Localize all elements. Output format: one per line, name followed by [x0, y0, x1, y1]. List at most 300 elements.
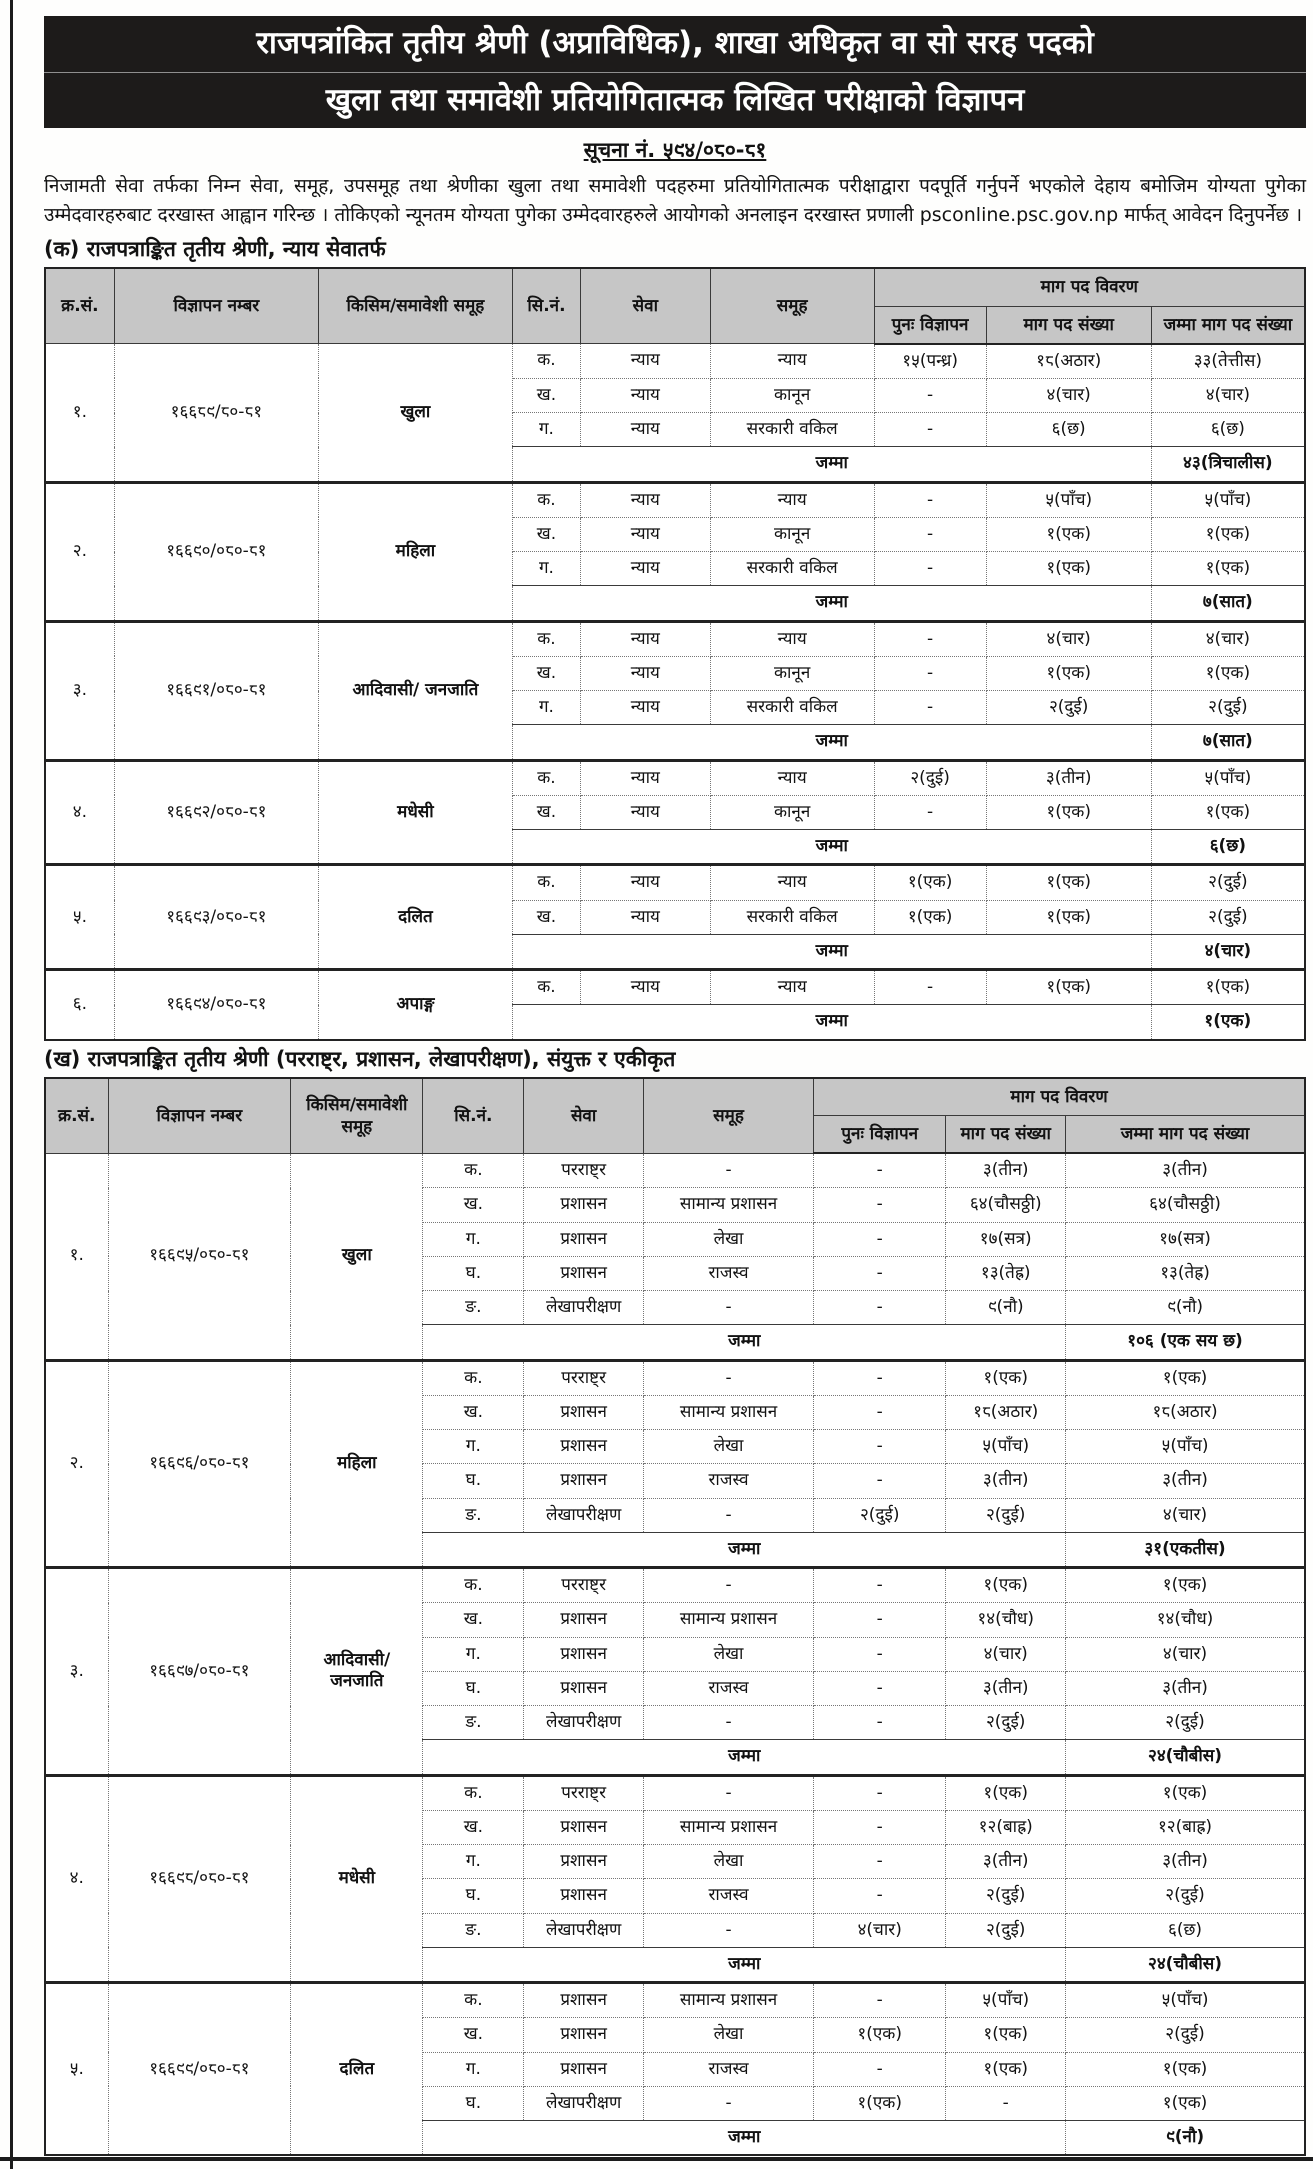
total-cell: २(दुई)	[1066, 1706, 1305, 1740]
advt-no-cell: १६६९१/०८०-८१	[114, 621, 318, 760]
sn-cell: ५.	[45, 865, 114, 970]
si-cell: ग.	[423, 1430, 524, 1464]
service-cell: प्रशासन	[524, 1810, 644, 1844]
re-advt-cell: -	[814, 1603, 946, 1637]
count-cell: १(एक)	[986, 552, 1151, 586]
total-cell: ३(तीन)	[1066, 1153, 1305, 1188]
col-re-advt-header: पुनः विज्ञापन	[874, 306, 986, 344]
service-cell: न्याय	[580, 413, 710, 447]
count-cell: ६(छ)	[986, 413, 1151, 447]
total-cell: १(एक)	[1151, 517, 1305, 551]
group-cell: -	[643, 1153, 813, 1188]
col-group-header: समूह	[643, 1078, 813, 1153]
vacancy-row	[45, 1360, 1305, 1395]
count-cell: २(दुई)	[946, 1879, 1066, 1913]
count-cell: २(दुई)	[986, 691, 1151, 725]
group-total-value: २४(चौबीस)	[1066, 1947, 1305, 1982]
re-advt-cell: -	[814, 1983, 946, 2018]
re-advt-cell: -	[814, 1775, 946, 1810]
total-cell: १४(चौध)	[1066, 1603, 1305, 1637]
si-cell: ख.	[512, 656, 580, 690]
group-cell: -	[643, 1706, 813, 1740]
re-advt-cell: -	[874, 482, 986, 517]
group-cell: सामान्य प्रशासन	[643, 1395, 813, 1429]
si-cell: ग.	[423, 1637, 524, 1671]
total-cell: ४(चार)	[1151, 621, 1305, 656]
count-cell: ४(चार)	[946, 1637, 1066, 1671]
re-advt-cell: -	[814, 1671, 946, 1705]
service-cell: प्रशासन	[524, 1464, 644, 1498]
group-cell: सरकारी वकिल	[710, 900, 874, 934]
group-cell: राजस्व	[643, 1464, 813, 1498]
col-count-header: माग पद संख्या	[986, 306, 1151, 344]
si-cell: ख.	[512, 795, 580, 829]
re-advt-cell: -	[814, 1810, 946, 1844]
re-advt-cell: १(एक)	[874, 900, 986, 934]
total-cell: २(दुई)	[1151, 865, 1305, 900]
col-sn-header: क्र.सं.	[45, 268, 114, 343]
service-cell: प्रशासन	[524, 1879, 644, 1913]
col-category-header: किसिम/समावेशी समूह	[318, 268, 512, 343]
count-cell: १(एक)	[946, 1360, 1066, 1395]
total-cell: १(एक)	[1151, 795, 1305, 829]
group-cell: न्याय	[710, 344, 874, 379]
si-cell: घ.	[423, 1256, 524, 1290]
group-cell: सरकारी वकिल	[710, 413, 874, 447]
service-cell: प्रशासन	[524, 1430, 644, 1464]
group-total-label: जम्मा	[512, 1005, 1151, 1040]
si-cell: ग.	[423, 1222, 524, 1256]
service-cell: न्याय	[580, 621, 710, 656]
notice-number-text: सूचना नं. ५९४/०८०-८१	[583, 138, 767, 163]
group-cell: कानून	[710, 378, 874, 412]
count-cell: १(एक)	[986, 517, 1151, 551]
count-cell: २(दुई)	[946, 1913, 1066, 1947]
service-cell: प्रशासन	[524, 1188, 644, 1222]
col-total-header: जम्मा माग पद संख्या	[1066, 1115, 1305, 1153]
total-cell: १(एक)	[1066, 2086, 1305, 2120]
group-total-value: ४(चार)	[1151, 934, 1305, 969]
count-cell: -	[946, 2086, 1066, 2120]
re-advt-cell: -	[814, 1879, 946, 1913]
count-cell: १३(तेह्र)	[946, 1256, 1066, 1290]
total-cell: ३(तीन)	[1066, 1671, 1305, 1705]
re-advt-cell: -	[814, 1188, 946, 1222]
si-cell: क.	[512, 482, 580, 517]
group-cell: सामान्य प्रशासन	[643, 1983, 813, 2018]
vacancy-row	[45, 1775, 1305, 1810]
re-advt-cell: -	[814, 1568, 946, 1603]
group-total-label: जम्मा	[423, 1532, 1066, 1567]
si-cell: ङ.	[423, 1498, 524, 1532]
si-cell: क.	[512, 760, 580, 795]
page-border-left	[10, 0, 13, 2169]
group-cell: सामान्य प्रशासन	[643, 1603, 813, 1637]
total-cell: ५(पाँच)	[1151, 482, 1305, 517]
count-cell: ३(तीन)	[946, 1464, 1066, 1498]
category-cell: आदिवासी/ जनजाति	[291, 1568, 423, 1776]
vacancy-row	[45, 482, 1305, 517]
service-cell: प्रशासन	[524, 1671, 644, 1705]
total-cell: १(एक)	[1066, 1568, 1305, 1603]
re-advt-cell: -	[814, 1464, 946, 1498]
service-cell: परराष्ट्र	[524, 1568, 644, 1603]
col-count-header: माग पद संख्या	[946, 1115, 1066, 1153]
re-advt-cell: -	[814, 1637, 946, 1671]
category-cell: दलित	[318, 865, 512, 970]
si-cell: ग.	[423, 1845, 524, 1879]
si-cell: ख.	[423, 1395, 524, 1429]
service-cell: प्रशासन	[524, 1637, 644, 1671]
group-cell: -	[643, 1568, 813, 1603]
total-cell: १(एक)	[1151, 552, 1305, 586]
advt-no-cell: १६६९९/०८०-८१	[108, 1983, 291, 2156]
group-cell: -	[643, 1291, 813, 1325]
sn-cell: ३.	[45, 621, 114, 760]
category-cell: मधेसी	[318, 760, 512, 865]
advt-no-cell: १६६९७/०८०-८१	[108, 1568, 291, 1776]
service-cell: न्याय	[580, 691, 710, 725]
group-cell: -	[643, 1775, 813, 1810]
service-cell: न्याय	[580, 378, 710, 412]
group-total-value: १०६ (एक सय छ)	[1066, 1325, 1305, 1360]
service-cell: न्याय	[580, 900, 710, 934]
notice-document	[44, 16, 1306, 2162]
group-cell: कानून	[710, 517, 874, 551]
group-cell: सरकारी वकिल	[710, 552, 874, 586]
total-cell: १(एक)	[1066, 1360, 1305, 1395]
count-cell: १(एक)	[986, 970, 1151, 1005]
total-cell: ५(पाँच)	[1066, 1430, 1305, 1464]
group-total-label: जम्मा	[423, 1740, 1066, 1775]
si-cell: क.	[423, 1360, 524, 1395]
count-cell: १(एक)	[946, 2018, 1066, 2052]
si-cell: क.	[423, 1983, 524, 2018]
si-cell: घ.	[423, 1671, 524, 1705]
group-cell: सामान्य प्रशासन	[643, 1188, 813, 1222]
service-cell: लेखापरीक्षण	[524, 1291, 644, 1325]
total-cell: १(एक)	[1151, 970, 1305, 1005]
re-advt-cell: -	[814, 1153, 946, 1188]
group-cell: लेखा	[643, 2018, 813, 2052]
group-cell: -	[643, 1498, 813, 1532]
intro-paragraph: निजामती सेवा तर्फका निम्न सेवा, समूह, उपसमूह तथा श्रेणीका खुला तथा समावेशी पदहरुमा प्रतियोगितात्मक परीक्षाद्वारा पदपूर्ति गर्नुपर्ने भएकोले देहाय बमोजिम योग्यता पुगेका उम्मेदवारहरुबाट दरखास्त आह्वान गरिन्छ । तोकिएको न्यूनतम योग्यता पुगेका उम्मेदवारहरुले आयोगको अनलाइन दरखास्त प्रणाली psconline.psc.gov.np मार्फत् आवेदन दिनुपर्नेछ ।	[44, 175, 1306, 226]
total-cell: ३(तीन)	[1066, 1845, 1305, 1879]
total-cell: ४(चार)	[1066, 1498, 1305, 1532]
re-advt-cell: २(दुई)	[874, 760, 986, 795]
total-cell: १(एक)	[1066, 1775, 1305, 1810]
count-cell: ३(तीन)	[986, 760, 1151, 795]
vacancy-row	[45, 865, 1305, 900]
category-cell: आदिवासी/ जनजाति	[318, 621, 512, 760]
vacancy-row	[45, 1983, 1305, 2018]
total-cell: १(एक)	[1066, 2052, 1305, 2086]
count-cell: १८(अठार)	[946, 1395, 1066, 1429]
col-service-header: सेवा	[524, 1078, 644, 1153]
group-total-value: ७(सात)	[1151, 725, 1305, 760]
total-cell: ३(तीन)	[1066, 1464, 1305, 1498]
re-advt-cell: -	[874, 552, 986, 586]
total-cell: ५(पाँच)	[1151, 760, 1305, 795]
total-cell: ४(चार)	[1151, 378, 1305, 412]
re-advt-cell: -	[874, 378, 986, 412]
count-cell: ९(नौ)	[946, 1291, 1066, 1325]
re-advt-cell: २(दुई)	[814, 1498, 946, 1532]
group-cell: न्याय	[710, 865, 874, 900]
count-cell: ३(तीन)	[946, 1671, 1066, 1705]
col-demand-details-header: माग पद विवरण	[874, 268, 1305, 306]
section-b-heading: (ख) राजपत्राङ्कित तृतीय श्रेणी (परराष्ट्र, प्रशासन, लेखापरीक्षण), संयुक्त र एकीकृत	[44, 1046, 676, 1071]
count-cell: ४(चार)	[986, 378, 1151, 412]
service-cell: प्रशासन	[524, 1983, 644, 2018]
count-cell: ४(चार)	[986, 621, 1151, 656]
si-cell: ख.	[423, 1603, 524, 1637]
vacancy-row	[45, 970, 1305, 1005]
re-advt-cell: -	[874, 970, 986, 1005]
sn-cell: ४.	[45, 1775, 108, 1983]
col-category-header: किसिम/समावेशी समूह	[291, 1078, 423, 1153]
si-cell: क.	[512, 970, 580, 1005]
sn-cell: १.	[45, 344, 114, 483]
sn-cell: २.	[45, 1360, 108, 1568]
group-cell: लेखा	[643, 1845, 813, 1879]
vacancy-row	[45, 621, 1305, 656]
si-cell: ग.	[423, 2052, 524, 2086]
total-cell: २(दुई)	[1151, 900, 1305, 934]
col-advt-no-header: विज्ञापन नम्बर	[108, 1078, 291, 1153]
group-total-value: २४(चौबीस)	[1066, 1740, 1305, 1775]
title-banner	[44, 16, 1306, 128]
col-si-header: सि.नं.	[512, 268, 580, 343]
category-cell: महिला	[318, 482, 512, 621]
col-demand-details-header: माग पद विवरण	[814, 1078, 1305, 1116]
re-advt-cell: -	[874, 795, 986, 829]
si-cell: ख.	[512, 900, 580, 934]
total-cell: ६४(चौसठ्ठी)	[1066, 1188, 1305, 1222]
vacancy-table-admin	[44, 1077, 1306, 2156]
table-b-header	[45, 1078, 1305, 1153]
count-cell: २(दुई)	[946, 1706, 1066, 1740]
re-advt-cell: -	[874, 517, 986, 551]
vacancy-table-justice	[44, 267, 1306, 1040]
si-cell: ख.	[423, 1810, 524, 1844]
service-cell: न्याय	[580, 970, 710, 1005]
table-b-body	[45, 1153, 1305, 2155]
service-cell: परराष्ट्र	[524, 1775, 644, 1810]
re-advt-cell: -	[814, 1360, 946, 1395]
service-cell: प्रशासन	[524, 1603, 644, 1637]
count-cell: ६४(चौसठ्ठी)	[946, 1188, 1066, 1222]
si-cell: क.	[512, 344, 580, 379]
total-cell: ६(छ)	[1151, 413, 1305, 447]
group-cell: राजस्व	[643, 1879, 813, 1913]
si-cell: ङ.	[423, 1913, 524, 1947]
si-cell: क.	[512, 865, 580, 900]
count-cell: १७(सत्र)	[946, 1222, 1066, 1256]
sn-cell: ५.	[45, 1983, 108, 2156]
total-cell: १२(बाह्र)	[1066, 1810, 1305, 1844]
total-cell: १८(अठार)	[1066, 1395, 1305, 1429]
service-cell: न्याय	[580, 482, 710, 517]
group-cell: -	[643, 2086, 813, 2120]
vacancy-row	[45, 344, 1305, 379]
vacancy-row	[45, 760, 1305, 795]
si-cell: घ.	[423, 1464, 524, 1498]
service-cell: न्याय	[580, 760, 710, 795]
notice-number	[44, 136, 1306, 164]
group-cell: न्याय	[710, 621, 874, 656]
group-cell: राजस्व	[643, 1256, 813, 1290]
re-advt-cell: -	[874, 621, 986, 656]
group-cell: राजस्व	[643, 2052, 813, 2086]
section-a-heading: (क) राजपत्राङ्कित तृतीय श्रेणी, न्याय सेवातर्फ	[44, 237, 386, 262]
count-cell: १(एक)	[986, 795, 1151, 829]
group-total-label: जम्मा	[423, 2121, 1066, 2156]
count-cell: १(एक)	[946, 1775, 1066, 1810]
advt-no-cell: १६६९०/०८०-८१	[114, 482, 318, 621]
group-cell: -	[643, 1360, 813, 1395]
total-cell: २(दुई)	[1066, 2018, 1305, 2052]
service-cell: न्याय	[580, 656, 710, 690]
sn-cell: १.	[45, 1153, 108, 1360]
si-cell: ग.	[512, 552, 580, 586]
service-cell: परराष्ट्र	[524, 1153, 644, 1188]
category-cell: खुला	[318, 344, 512, 483]
category-cell: महिला	[291, 1360, 423, 1568]
count-cell: १(एक)	[986, 865, 1151, 900]
si-cell: क.	[423, 1153, 524, 1188]
re-advt-cell: -	[814, 2052, 946, 2086]
count-cell: ३(तीन)	[946, 1845, 1066, 1879]
total-cell: ५(पाँच)	[1066, 1983, 1305, 2018]
service-cell: न्याय	[580, 865, 710, 900]
group-cell: न्याय	[710, 482, 874, 517]
service-cell: प्रशासन	[524, 1395, 644, 1429]
group-cell: कानून	[710, 656, 874, 690]
advt-no-cell: १६६९६/०८०-८१	[108, 1360, 291, 1568]
sn-cell: ६.	[45, 970, 114, 1040]
total-cell: १७(सत्र)	[1066, 1222, 1305, 1256]
service-cell: लेखापरीक्षण	[524, 1706, 644, 1740]
group-total-value: १(एक)	[1151, 1005, 1305, 1040]
service-cell: न्याय	[580, 344, 710, 379]
count-cell: १(एक)	[986, 656, 1151, 690]
total-cell: ६(छ)	[1066, 1913, 1305, 1947]
si-cell: ख.	[423, 2018, 524, 2052]
re-advt-cell: १(एक)	[874, 865, 986, 900]
sn-cell: २.	[45, 482, 114, 621]
vacancy-row	[45, 1153, 1305, 1188]
service-cell: न्याय	[580, 552, 710, 586]
count-cell: १४(चौध)	[946, 1603, 1066, 1637]
re-advt-cell: -	[814, 1256, 946, 1290]
group-total-label: जम्मा	[512, 586, 1151, 621]
col-service-header: सेवा	[580, 268, 710, 343]
total-cell: २(दुई)	[1151, 691, 1305, 725]
group-cell: न्याय	[710, 970, 874, 1005]
category-cell: अपाङ्ग	[318, 970, 512, 1040]
group-cell: कानून	[710, 795, 874, 829]
total-cell: १(एक)	[1151, 656, 1305, 690]
group-total-label: जम्मा	[512, 447, 1151, 482]
count-cell: १(एक)	[946, 1568, 1066, 1603]
group-cell: सरकारी वकिल	[710, 691, 874, 725]
col-group-header: समूह	[710, 268, 874, 343]
si-cell: ख.	[512, 517, 580, 551]
re-advt-cell: -	[874, 413, 986, 447]
sn-cell: ४.	[45, 760, 114, 865]
group-total-value: ६(छ)	[1151, 830, 1305, 865]
re-advt-cell: ४(चार)	[814, 1913, 946, 1947]
re-advt-cell: -	[874, 656, 986, 690]
service-cell: न्याय	[580, 795, 710, 829]
sn-cell: ३.	[45, 1568, 108, 1776]
group-total-label: जम्मा	[423, 1947, 1066, 1982]
group-cell: लेखा	[643, 1222, 813, 1256]
service-cell: परराष्ट्र	[524, 1360, 644, 1395]
si-cell: क.	[423, 1775, 524, 1810]
re-advt-cell: -	[814, 1291, 946, 1325]
si-cell: ङ.	[423, 1291, 524, 1325]
si-cell: क.	[512, 621, 580, 656]
count-cell: ३(तीन)	[946, 1153, 1066, 1188]
si-cell: ख.	[423, 1188, 524, 1222]
advt-no-cell: १६६९२/०८०-८१	[114, 760, 318, 865]
total-cell: ४(चार)	[1066, 1637, 1305, 1671]
re-advt-cell: -	[814, 1845, 946, 1879]
table-a-header	[45, 268, 1305, 343]
group-total-label: जम्मा	[423, 1325, 1066, 1360]
re-advt-cell: -	[814, 1395, 946, 1429]
advt-no-cell: १६६९४/०८०-८१	[114, 970, 318, 1040]
re-advt-cell: -	[874, 691, 986, 725]
re-advt-cell: -	[814, 1430, 946, 1464]
col-re-advt-header: पुनः विज्ञापन	[814, 1115, 946, 1153]
count-cell: १२(बाह्र)	[946, 1810, 1066, 1844]
service-cell: प्रशासन	[524, 1845, 644, 1879]
service-cell: प्रशासन	[524, 1256, 644, 1290]
service-cell: प्रशासन	[524, 2052, 644, 2086]
service-cell: लेखापरीक्षण	[524, 2086, 644, 2120]
title-line-1: राजपत्रांकित तृतीय श्रेणी (अप्राविधिक), शाखा अधिकृत वा सो सरह पदको	[44, 16, 1306, 73]
title-line-2: खुला तथा समावेशी प्रतियोगितात्मक लिखित परीक्षाको विज्ञापन	[325, 81, 1025, 118]
category-cell: खुला	[291, 1153, 423, 1360]
group-cell: सामान्य प्रशासन	[643, 1810, 813, 1844]
col-advt-no-header: विज्ञापन नम्बर	[114, 268, 318, 343]
re-advt-cell: १५(पन्ध्र)	[874, 344, 986, 379]
group-cell: लेखा	[643, 1430, 813, 1464]
group-cell: -	[643, 1913, 813, 1947]
count-cell: १(एक)	[946, 2052, 1066, 2086]
advt-no-cell: १६६९३/०८०-८१	[114, 865, 318, 970]
count-cell: ५(पाँच)	[946, 1430, 1066, 1464]
count-cell: ५(पाँच)	[946, 1983, 1066, 2018]
service-cell: प्रशासन	[524, 1222, 644, 1256]
re-advt-cell: १(एक)	[814, 2018, 946, 2052]
group-total-label: जम्मा	[512, 934, 1151, 969]
si-cell: घ.	[423, 1879, 524, 1913]
service-cell: लेखापरीक्षण	[524, 1498, 644, 1532]
si-cell: ख.	[512, 378, 580, 412]
total-cell: २(दुई)	[1066, 1879, 1305, 1913]
group-total-value: ९(नौ)	[1066, 2121, 1305, 2156]
count-cell: ५(पाँच)	[986, 482, 1151, 517]
count-cell: १८(अठार)	[986, 344, 1151, 379]
group-cell: न्याय	[710, 760, 874, 795]
group-total-label: जम्मा	[512, 725, 1151, 760]
count-cell: २(दुई)	[946, 1498, 1066, 1532]
re-advt-cell: -	[814, 1706, 946, 1740]
